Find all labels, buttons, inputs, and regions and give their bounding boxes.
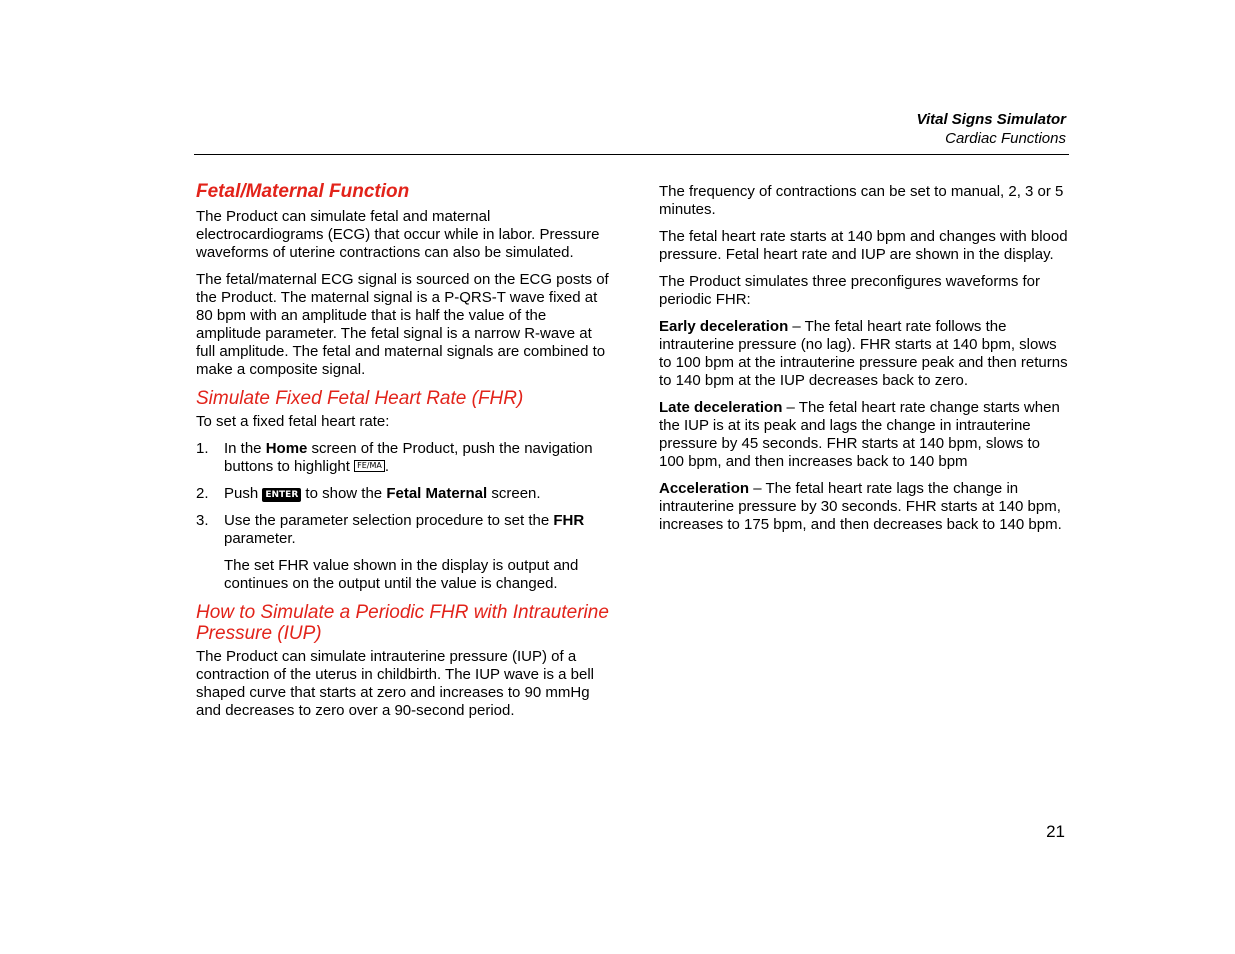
right-column <box>659 183 1069 543</box>
step-number: 1. <box>196 440 209 457</box>
home-term: Home <box>265 440 308 457</box>
paragraph-fixed-intro: To set a fixed fetal heart rate: <box>196 413 390 430</box>
acceleration-term: Acceleration <box>659 480 750 497</box>
fetal-maternal-term: Fetal Maternal <box>386 485 488 502</box>
late-deceleration-term: Late deceleration <box>659 399 783 416</box>
step-1: 1. In the Home screen of the Product, push the navigation buttons to highlight FE/MA . <box>196 440 593 475</box>
paragraph-iup: The Product can simulate intrauterine pressure (IUP) of a contraction of the uterus in childbirth. The IUP wave is a bell shaped curve that starts at zero and increases to 90 mmHg and decreases to zero over a 90-second period. <box>196 648 594 719</box>
step-number: 2. <box>196 485 209 502</box>
paragraph-ecg-signal: The fetal/maternal ECG signal is sourced on the ECG posts of the Product. The maternal signal is a P-QRS-T wave fixed at 80 bpm with an amplitude that is half the value of the amplitude parameter. The fetal signal is a narrow R-wave at full amplitude. The fetal and maternal signals are combined to make a composite signal. <box>196 271 609 378</box>
left-column <box>196 181 611 729</box>
step-number: 3. <box>196 512 209 529</box>
heading-periodic-fhr: How to Simulate a Periodic FHR with Intrauterine Pressure (IUP) <box>196 602 609 644</box>
fe-ma-key-icon: FE/MA <box>354 460 385 472</box>
paragraph-late-deceleration: Late deceleration – The fetal heart rate change starts when the IUP is at its peak and lags the change in intrauterine pressure by 45 seconds. FHR starts at 140 bpm, slows to 100 bpm, and then increases back to 140 bpm <box>659 399 1060 470</box>
paragraph-intro: The Product can simulate fetal and maternal electrocardiograms (ECG) that occur while in labor. Pressure waveforms of uterine contractions can also be simulated. <box>196 208 600 261</box>
step-3-note: The set FHR value shown in the display is output and continues on the output until the value is changed. <box>224 557 579 592</box>
paragraph-waveforms: The Product simulates three preconfigures waveforms for periodic FHR: <box>659 273 1040 308</box>
paragraph-acceleration: Acceleration – The fetal heart rate lags the change in intrauterine pressure by 30 seconds. FHR starts at 140 bpm, increases to 175 bpm, and then decreases back to 140 bpm. <box>659 480 1062 533</box>
step-3: 3. Use the parameter selection procedure to set the FHR parameter. <box>196 512 585 547</box>
header-subtitle: Cardiac Functions <box>945 130 1066 147</box>
heading-fixed-fhr: Simulate Fixed Fetal Heart Rate (FHR) <box>196 388 524 409</box>
steps-list <box>196 440 611 548</box>
enter-key-icon: ENTER <box>262 488 301 502</box>
early-deceleration-term: Early deceleration <box>659 318 789 335</box>
heading-fetal-maternal: Fetal/Maternal Function <box>196 181 410 202</box>
running-header <box>917 110 1066 148</box>
fhr-term: FHR <box>553 512 585 529</box>
step-2: 2. Push ENTER to show the Fetal Maternal screen. <box>196 485 541 502</box>
paragraph-frequency: The frequency of contractions can be set to manual, 2, 3 or 5 minutes. <box>659 183 1064 218</box>
page-number: 21 <box>1046 822 1065 841</box>
header-title: Vital Signs Simulator <box>916 111 1066 128</box>
paragraph-fetal-rate: The fetal heart rate starts at 140 bpm and changes with blood pressure. Fetal heart rate and IUP are shown in the display. <box>659 228 1068 263</box>
header-rule <box>194 154 1069 155</box>
paragraph-early-deceleration: Early deceleration – The fetal heart rate follows the intrauterine pressure (no lag). FHR starts at 140 bpm, slows to 100 bpm at the intrauterine pressure peak and then returns to 140 bpm at the IUP decreases back to zero. <box>659 318 1068 389</box>
